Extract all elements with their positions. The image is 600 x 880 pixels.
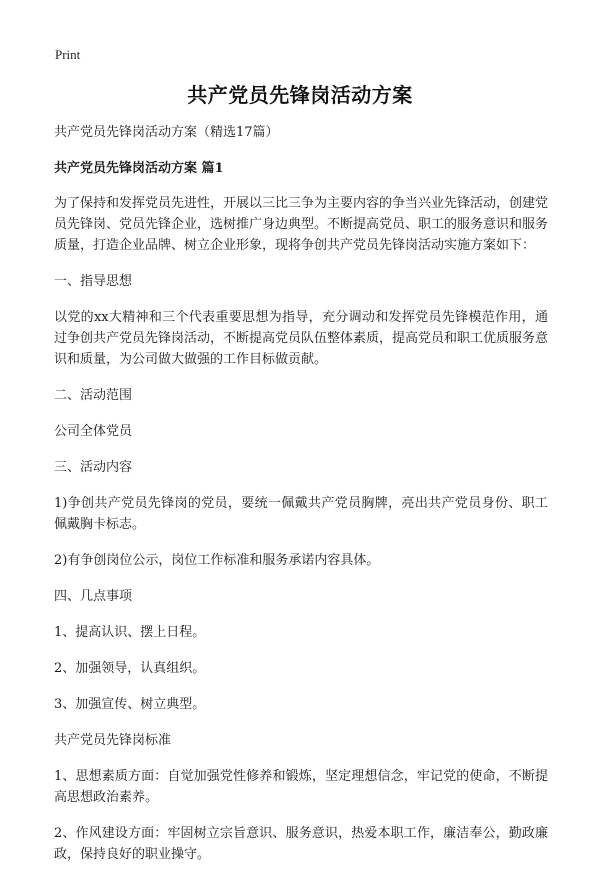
- document-body: [54, 122, 548, 880]
- heading-activity-content: 三、活动内容: [54, 460, 133, 475]
- heading-standards: 共产党员先锋岗标准: [54, 733, 172, 748]
- document-subtitle: 共产党员先锋岗活动方案（精选17篇）: [54, 125, 279, 140]
- key-point-1: 1、提高认识、摆上日程。: [54, 625, 206, 640]
- activity-content-item-1: 1)争创共产党员先锋岗的党员，要统一佩戴共产党员胸牌，亮出共产党员身份、职工佩戴胸卡标志。: [54, 496, 548, 532]
- activity-scope-paragraph: 公司全体党员: [54, 424, 133, 439]
- heading-activity-scope: 二、活动范围: [54, 388, 133, 403]
- key-point-2: 2、加强领导，认真组织。: [54, 661, 206, 676]
- heading-guiding-ideology: 一、指导思想: [54, 274, 133, 289]
- print-link[interactable]: Print: [55, 47, 81, 62]
- guiding-ideology-paragraph: 以党的xx大精神和三个代表重要思想为指导，充分调动和发挥党员先锋模范作用，通过争创共产党员先锋岗活动，不断提高党员队伍整体素质，提高党员和职工优质服务意识和质量，为公司做大做强的工作目标做贡献。: [54, 310, 549, 367]
- standard-item-1: 1、思想素质方面：自觉加强党性修养和锻炼，坚定理想信念，牢记党的使命，不断提高思想政治素养。: [54, 769, 548, 805]
- heading-key-points: 四、几点事项: [54, 589, 133, 604]
- section-heading: 共产党员先锋岗活动方案 篇1: [54, 161, 224, 176]
- key-point-3: 3、加强宣传、树立典型。: [54, 697, 206, 712]
- intro-paragraph: 为了保持和发挥党员先进性，开展以三比三争为主要内容的争当兴业先锋活动，创建党员先锋岗、党员先锋企业，选树推广身边典型。不断提高党员、职工的服务意识和服务质量，打造企业品牌、树立企业形象，现将争创共产党员先锋岗活动实施方案如下：: [54, 196, 549, 253]
- standard-item-2: 2、作风建设方面：牢固树立宗旨意识、服务意识，热爱本职工作，廉洁奉公，勤政廉政，保持良好的职业操守。: [54, 826, 548, 862]
- document-title: 共产党员先锋岗活动方案: [187, 83, 413, 107]
- activity-content-item-2: 2)有争创岗位公示，岗位工作标准和服务承诺内容具体。: [54, 553, 380, 568]
